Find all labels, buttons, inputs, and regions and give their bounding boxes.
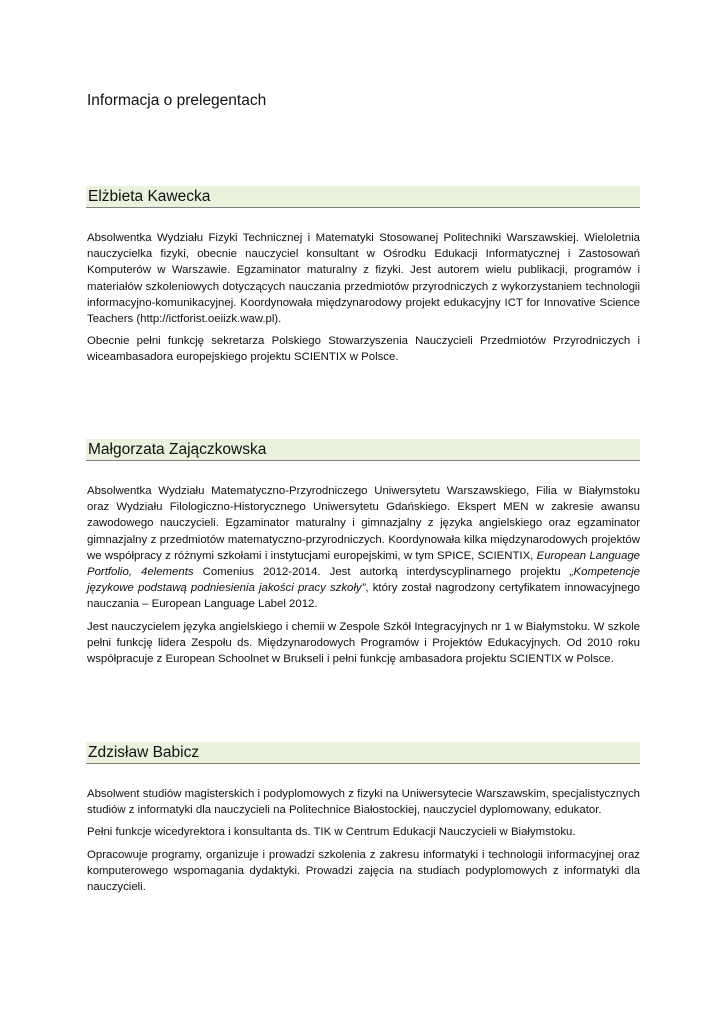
bio-text: , który został nagrodzony certyfikatem innowacyjnego nauczania – European Language Label 2012. <box>87 582 640 611</box>
bio-italic-text: European Language Portfolio, 4elements <box>87 549 640 579</box>
bio-paragraph: Obecnie pełni funkcję sekretarza Polskiego Stowarzyszenia Nauczycieli Przedmiotów Przyrodniczych i wiceambasadora europejskiego projektu SCIENTIX w Polsce. <box>87 335 640 364</box>
speaker-bio <box>86 230 640 366</box>
bio-paragraph: Pełni funkcje wicedyrektora i konsultanta ds. TIK w Centrum Edukacji Nauczycieli w Białymstoku. <box>87 826 576 839</box>
speaker-bio <box>86 483 640 667</box>
speaker-name-heading: Zdzisław Babicz <box>86 742 640 764</box>
bio-paragraph: Opracowuje programy, organizuje i prowadzi szkolenia z zakresu informatyki i technologii informacyjnej oraz komputerowego wspomagania dydaktyki. Prowadzi zajęcia na studiach podyplomowych z informatyki dla nauczycieli. <box>87 848 640 894</box>
speaker-name-heading: Małgorzata Zajączkowska <box>86 439 640 461</box>
bio-paragraph: Absolwent studiów magisterskich i podyplomowych z fizyki na Uniwersytecie Warszawskim, specjalistycznych studiów z informatyki dla nauczycieli na Politechnice Białostockiej, nauczyciel dyplomowany, edukator. <box>87 788 640 817</box>
speaker-section-babicz <box>86 742 640 901</box>
bio-text: Absolwentka Wydziału Matematyczno-Przyrodniczego Uniwersytetu Warszawskiego, Filia w Białymstoku oraz Wydziału Filologiczno-Historycznego Uniwersytetu Gdańskiego. Ekspert MEN w zakresie awansu zawodowego nauczycieli. Egzaminator maturalny i gimnazjalny z języka angielskiego oraz egzaminator gimnazjalny z przedmiotów matematyczno-przyrodniczych. Koordynowała kilka międzynarodowych projektów we współpracy z różnymi szkołami i instytucjami europejskimi, w tym SPICE, SCIENTIX, <box>87 485 640 562</box>
speaker-section-zajaczkowska <box>86 439 640 673</box>
bio-italic-text: „Kompetencje językowe podstawą podniesienia jakości pracy szkoły” <box>87 566 641 595</box>
bio-paragraph: Absolwentka Wydziału Fizyki Technicznej i Matematyki Stosowanej Politechniki Warszawskiej. Wieloletnia nauczycielka fizyki, obecnie nauczyciel konsultant w Ośrodku Edukacji Informatycznej i Zastosowań Komputerów w Warszawie. Egzaminator maturalny z fizyki. Jest autorem wielu publikacji, programów i materiałów szkoleniowych dotyczących nauczania przedmiotów przyrodniczych z wykorzystaniem technologii informacyjno-komunikacyjnej. Koordynowała międzynarodowy projekt edukacyjny ICT for Innovative Science Teachers (http://ictforist.oeiizk.waw.pl). <box>87 232 640 326</box>
page-title: Informacja o prelegentach <box>87 92 267 109</box>
bio-paragraph: Jest nauczycielem języka angielskiego i chemii w Zespole Szkół Integracyjnych nr 1 w Białymstoku. W szkole pełni funkcję lidera Zespołu ds. Międzynarodowych Programów i Projektów Edukacyjnych. Od 2010 roku współpracuje z European Schoolnet w Brukseli i pełni funkcję ambasadora projektu SCIENTIX w Polsce. <box>87 620 640 666</box>
speaker-section-kawecka <box>86 186 640 372</box>
speaker-bio <box>86 786 640 895</box>
bio-text: Comenius 2012-2014. Jest autorką interdyscyplinarnego projektu <box>193 566 570 579</box>
speaker-name-heading: Elżbieta Kawecka <box>86 186 640 208</box>
bio-paragraph <box>86 483 640 613</box>
